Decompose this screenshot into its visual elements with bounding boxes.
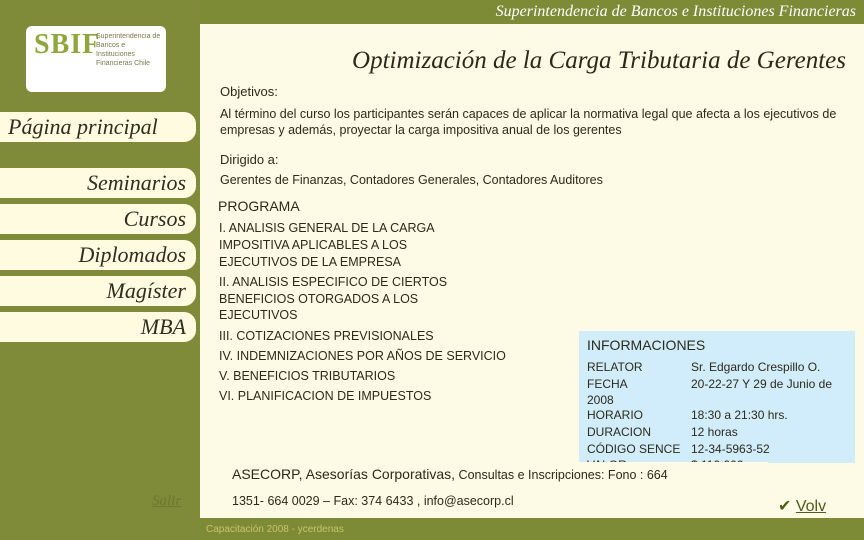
info-label: CÓDIGO SENCE <box>587 442 681 456</box>
site-title: Superintendencia de Bancos e Instituciones Financieras <box>495 3 856 20</box>
sidebar-item-label: Magíster <box>106 278 186 303</box>
page-title: Optimización de la Carga Tributaria de Gerentes <box>352 47 846 74</box>
contact-line <box>232 466 668 482</box>
sidebar-item-mba[interactable] <box>0 312 196 342</box>
info-value: 12 horas <box>691 425 738 439</box>
programa-line: EJECUTIVOS DE LA EMPRESA <box>219 255 401 269</box>
programa-title: PROGRAMA <box>218 198 300 214</box>
info-panel <box>579 331 855 463</box>
dirigido-label: Dirigido a: <box>220 152 279 167</box>
info-label: HORARIO <box>587 408 644 422</box>
contact-phone: Consultas e Inscripciones: Fono : 664 <box>455 468 668 482</box>
sidebar-item-cursos[interactable] <box>0 204 196 234</box>
info-label: 2008 <box>587 393 614 407</box>
sidebar-item-seminarios[interactable] <box>0 168 196 198</box>
sidebar-item-label: Página principal <box>8 114 158 139</box>
logo-mark: SBIF <box>34 29 101 60</box>
info-value: Sr. Edgardo Crespillo O. <box>691 360 821 374</box>
programa-line: IMPOSITIVA APLICABLES A LOS <box>219 238 408 252</box>
exit-link[interactable]: Salir <box>152 493 182 509</box>
info-value: 20-22-27 Y 29 de Junio de <box>691 377 833 391</box>
sidebar-item-home[interactable] <box>0 112 196 142</box>
logo-text: Superintendencia de Bancos e Instituciones Financieras Chile <box>96 33 161 67</box>
info-title: INFORMACIONES <box>587 337 706 353</box>
programa-line: VI. PLANIFICACION DE IMPUESTOS <box>219 389 432 403</box>
footer-text: Capacitación 2008 - ycerdenas <box>206 524 344 535</box>
contact-box <box>226 462 768 516</box>
sidebar-item-label: Seminarios <box>87 170 186 195</box>
sidebar <box>0 0 200 540</box>
company-name: ASECORP <box>232 466 299 482</box>
objetivos-text: Al término del curso los participantes serán capaces de aplicar la normativa legal que afecta a los ejecutivos de empresas y además, proyectar la carga impositiva anual de los gerentes <box>220 107 837 137</box>
back-link[interactable] <box>778 496 826 516</box>
programa-line: I. ANALISIS GENERAL DE LA CARGA <box>219 221 435 235</box>
header-bar <box>200 0 864 24</box>
info-value: 12-34-5963-52 <box>691 442 770 456</box>
programa-line: II. ANALISIS ESPECIFICO DE CIERTOS <box>219 275 448 289</box>
contact-line-2: 1351- 664 0029 – Fax: 374 6433 , info@asecorp.cl <box>232 494 514 508</box>
back-link-label: Volv <box>795 498 827 515</box>
sidebar-item-label: Diplomados <box>78 242 186 267</box>
footer-bar <box>200 518 864 540</box>
sidebar-item-label: Cursos <box>123 206 186 231</box>
programa-line: BENEFICIOS OTORGADOS A LOS <box>219 292 419 306</box>
sidebar-item-diplomados[interactable] <box>0 240 196 270</box>
info-label: RELATOR <box>587 360 643 374</box>
company-desc: , Asesorías Corporativas, <box>298 466 456 482</box>
arrow-bullet-icon: ✔ <box>778 498 792 515</box>
info-label: DURACION <box>587 425 652 439</box>
programa-line: EJECUTIVOS <box>219 308 298 322</box>
objetivos-label: Objetivos: <box>220 84 278 99</box>
sidebar-item-magister[interactable] <box>0 276 196 306</box>
dirigido-text: Gerentes de Finanzas, Contadores Generales, Contadores Auditores <box>220 173 603 187</box>
sbif-logo[interactable] <box>26 26 166 92</box>
programa-line: V. BENEFICIOS TRIBUTARIOS <box>219 369 396 383</box>
info-label: FECHA <box>587 377 628 391</box>
programa-line: IV. INDEMNIZACIONES POR AÑOS DE SERVICIO <box>219 349 506 363</box>
sidebar-item-label: MBA <box>140 314 186 339</box>
programa-line: III. COTIZACIONES PREVISIONALES <box>219 329 434 343</box>
info-value: 18:30 a 21:30 hrs. <box>691 408 788 422</box>
